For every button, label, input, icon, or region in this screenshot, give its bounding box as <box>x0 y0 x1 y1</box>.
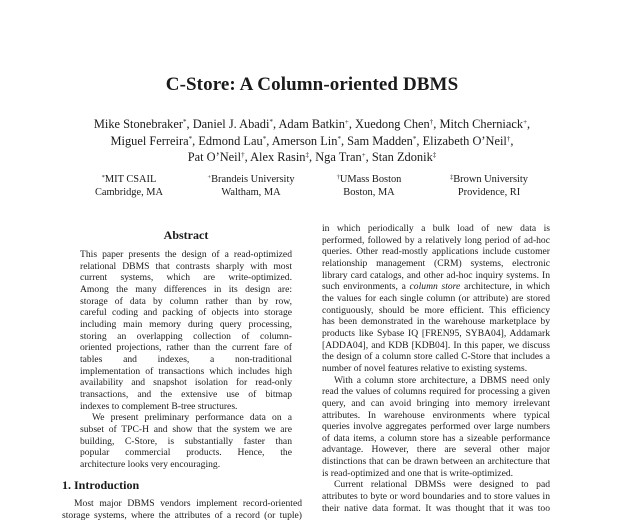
text-line: products like Sybase IQ [FREN95, SYBA04], Addamark <box>322 327 550 339</box>
author-name: Mike Stonebraker <box>93 117 183 131</box>
author-affiliation-mark: † <box>241 151 245 159</box>
text-line: such environments, a column store architecture, in which <box>322 281 550 293</box>
author-name: Alex Rasin <box>250 150 306 164</box>
affiliation-brown <box>424 174 554 199</box>
author-affiliation-mark: * <box>183 118 187 126</box>
affiliation-name: MIT CSAIL <box>104 174 157 185</box>
paper-title: C-Store: A Column-oriented DBMS <box>165 74 459 95</box>
text-line: availability and snapshot isolation for read-only <box>80 377 292 389</box>
text-line: the values for each single column (or attribute) are stored <box>322 292 550 304</box>
text-line: [ADDA04], and KDB [KDB04]. In this paper, we discuss <box>322 339 550 351</box>
text-line: queries involve aggregates performed over large numbers <box>322 421 550 433</box>
author-list <box>60 116 564 166</box>
text-line: of data items, a column store has a sizeable performance <box>322 432 550 444</box>
introduction-text <box>62 498 302 520</box>
text-line: contiguously, should be more efficient. This efficiency <box>322 304 550 316</box>
text-line: storage of data by column rather than by row, <box>80 295 292 307</box>
right-column-body <box>322 223 550 514</box>
affiliation-location: Cambridge, MA <box>94 186 164 198</box>
affiliation-mark: † <box>336 174 340 181</box>
author-affiliation-mark: * <box>262 134 267 143</box>
text-line: careful coding and packing of objects into storage <box>80 307 292 319</box>
text-line: implementation of transactions which includes high <box>80 365 292 377</box>
author-name: Adam Batkin <box>278 117 345 131</box>
author-name: Nga Tran <box>315 150 362 164</box>
text-line: attributes. In warehouse environments where typical <box>322 409 550 421</box>
author-name: Sam Madden <box>347 133 413 148</box>
author-affiliation-mark: + <box>361 151 366 159</box>
text-line: the design of a column store called C-Store that includes a <box>322 351 550 363</box>
text-line: number of novel features relative to existing systems. <box>322 362 528 374</box>
affiliation-mark: * <box>101 174 105 181</box>
text-line: We present preliminary performance data on a <box>92 412 292 424</box>
text-line: relationship management (CRM) systems, electronic <box>322 257 550 269</box>
text-line: Most major DBMS vendors implement record-oriented <box>74 498 302 509</box>
text-line: storage systems, where the attributes of a record (or tuple) <box>62 509 302 520</box>
text-line: query, and can avoid bringing into memory irrelevant <box>322 397 550 409</box>
affiliation-name: Brandeis University <box>211 174 295 185</box>
author-affiliation-mark: ‡ <box>432 151 437 159</box>
text-line: Current relational DBMSs were designed to pad <box>334 479 550 491</box>
text-line: is read-optimized and one that is write-optimized. <box>322 467 514 479</box>
body-paragraph-3 <box>322 479 550 514</box>
author-line-1: Mike Stonebraker*, Daniel J. Abadi*, Adam Batkin+, Xuedong Chen†, Mitch Cherniack+, <box>93 117 531 131</box>
text-line: distinctions that can be drawn between an architecture that <box>322 456 550 468</box>
text-line: relational DBMS that contrasts sharply with most <box>80 260 292 272</box>
author-name: Elizabeth O’Neil <box>422 133 507 148</box>
abstract-paragraph-1 <box>80 249 292 412</box>
affiliation-location: Waltham, MA <box>221 186 281 198</box>
affiliation-mit <box>64 174 194 199</box>
text-line: indexes to complement B-tree structures. <box>80 400 238 412</box>
text-line: With a column store architecture, a DBMS need only <box>334 374 550 386</box>
author-line-2: Miguel Ferreira*, Edmond Lau*, Amerson Lin*, Sam Madden*, Elizabeth O’Neil†, <box>110 133 514 148</box>
abstract-paragraph-2 <box>80 412 292 470</box>
author-affiliation-mark: * <box>412 134 417 143</box>
affiliation-location: Boston, MA <box>343 186 395 198</box>
text-line: advantage. However, there are several other major <box>322 444 550 456</box>
author-name: Mitch Cherniack <box>439 117 524 131</box>
abstract-body <box>80 249 292 470</box>
text-line: oriented projections, rather than the current fare of <box>80 342 292 354</box>
author-affiliation-mark: * <box>269 118 273 126</box>
author-affiliation-mark: ‡ <box>305 151 309 159</box>
author-affiliation-mark: * <box>188 134 193 143</box>
author-name: Stan Zdonik <box>371 150 433 164</box>
affiliation-name: UMass Boston <box>339 174 402 185</box>
text-line: queries. Other read-mostly applications include customer <box>322 246 550 258</box>
text-line: This paper presents the design of a read-optimized <box>80 249 292 260</box>
text-line: has been demonstrated in the warehouse marketplace by <box>322 316 550 328</box>
abstract-heading: Abstract <box>163 228 209 242</box>
affiliation-umass <box>304 174 434 199</box>
text-line: including main memory during query processing, <box>80 318 292 330</box>
text-line: transactions, and the extensive use of bitmap <box>80 388 292 400</box>
text-line: tables and indexes, a non-traditional <box>80 353 292 365</box>
author-affiliation-mark: † <box>429 118 434 126</box>
text-line: attributes to byte or word boundaries and to store values in <box>322 491 550 503</box>
affiliation-location: Providence, RI <box>457 186 521 198</box>
affiliation-name: Brown University <box>453 174 528 185</box>
author-line-3: Pat O’Neil†, Alex Rasin‡, Nga Tran+, Stan Zdonik‡ <box>187 150 437 164</box>
affiliation-mark: + <box>207 174 212 181</box>
text-line: performed, followed by a relatively long period of ad-hoc <box>322 234 550 246</box>
text-line: their native data format. It was thought that it was too <box>322 502 550 514</box>
author-affiliation-mark: * <box>337 134 341 143</box>
author-name: Amerson Lin <box>271 133 338 148</box>
author-name: Daniel J. Abadi <box>192 117 270 131</box>
text-line: subset of TPC-H and show that the system we are <box>80 423 292 435</box>
text-line: popular commercial products. Hence, the <box>80 447 292 459</box>
author-name: Edmond Lau <box>198 133 263 148</box>
section-heading-introduction: 1. Introduction <box>62 478 140 492</box>
affiliation-brandeis <box>186 174 316 199</box>
author-affiliation-mark: † <box>506 134 511 143</box>
text-line: current systems, which are write-optimized. <box>80 272 292 284</box>
text-line: building, C-Store, is substantially faster than <box>80 435 292 447</box>
author-name: Miguel Ferreira <box>110 133 189 148</box>
text-line: library card catalogs, and other ad-hoc inquiry systems. In <box>322 269 550 281</box>
author-affiliation-mark: + <box>344 118 349 126</box>
body-paragraph-1 <box>322 223 550 375</box>
text-line: Among the many differences in its design are: <box>80 283 292 295</box>
author-name: Pat O’Neil <box>187 150 242 164</box>
text-line: in which periodically a bulk load of new data is <box>322 223 550 234</box>
text-line: storing an overlapping collection of column- <box>80 330 292 342</box>
author-affiliation-mark: + <box>523 118 528 126</box>
affiliation-mark: ‡ <box>450 174 454 181</box>
body-paragraph-2 <box>322 375 550 480</box>
text-line: architecture looks very encouraging. <box>80 458 221 470</box>
author-name: Xuedong Chen <box>355 117 430 131</box>
text-line: read the values of columns required for processing a given <box>322 386 550 398</box>
